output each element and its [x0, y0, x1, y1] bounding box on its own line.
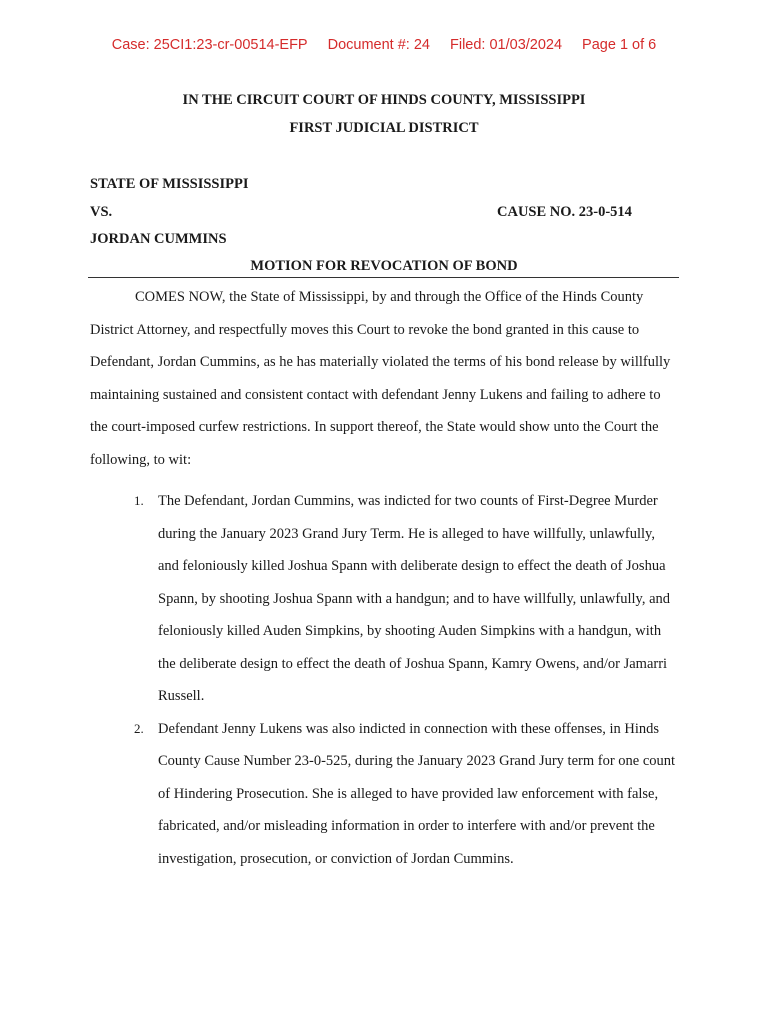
list-item-number: 1.: [134, 493, 144, 508]
court-district: FIRST JUDICIAL DISTRICT: [289, 120, 479, 136]
list-item-text: The Defendant, Jordan Cummins, was indicted for two counts of First-Degree Murder during the January 2023 Grand Jury Term. He is alleged to have willfully, unlawfully, and feloniously killed Joshua Spann with deliberate design to effect the death of Joshua Spann, by shooting Joshua Spann with a handgun; and to have willfully, unlawfully, and feloniously killed Auden Simpkins, by shooting Auden Simpkins with a handgun, with the deliberate design to effect the death of Joshua Spann, Kamry Owens, and/or Jamarri Russell.: [158, 493, 671, 704]
list-item-number: 2.: [134, 720, 144, 736]
motion-title: MOTION FOR REVOCATION OF BOND: [250, 258, 518, 274]
caption-plaintiff: STATE OF MISSISSIPPI: [90, 176, 249, 192]
cause-number: CAUSE NO. 23-0-514: [497, 204, 632, 220]
intro-paragraph: COMES NOW, the State of Mississippi, by and through the Office of the Hinds County District Attorney, and respectfully moves this Court to revoke the bond granted in this cause to Defendant, Jordan Cummins, as he has materially violated the terms of his bond release by willfully maintaining sustained and consistent contact with defendant Jenny Lukens and failing to adhere to the court-imposed curfew restrictions. In support thereof, the State would show unto the Court the following, to wit:: [90, 289, 671, 468]
page-count-stamp: Page 1 of 6: [582, 37, 657, 53]
numbered-list: [0, 485, 768, 875]
list-item: [0, 485, 768, 713]
court-name: IN THE CIRCUIT COURT OF HINDS COUNTY, MISSISSIPPI: [182, 92, 586, 108]
list-item-text: Defendant Jenny Lukens was also indicted in connection with these offenses, in Hinds County Cause Number 23-0-525, during the January 2023 Grand Jury term for one count of Hindering Prosecution. She is alleged to have provided law enforcement with false, fabricated, and/or misleading information in order to interfere with and/or prevent the investigation, prosecution, or conviction of Jordan Cummins.: [158, 720, 676, 867]
caption-defendant: JORDAN CUMMINS: [90, 231, 227, 247]
document-number-stamp: Document #: 24: [327, 37, 430, 53]
list-item: [0, 713, 768, 876]
case-number-stamp: Case: 25CI1:23-cr-00514-EFP: [111, 37, 308, 53]
filed-date-stamp: Filed: 01/03/2024: [449, 37, 563, 53]
filing-stamp: [0, 37, 768, 53]
caption-versus: VS.: [90, 204, 113, 220]
title-divider: [88, 277, 679, 278]
